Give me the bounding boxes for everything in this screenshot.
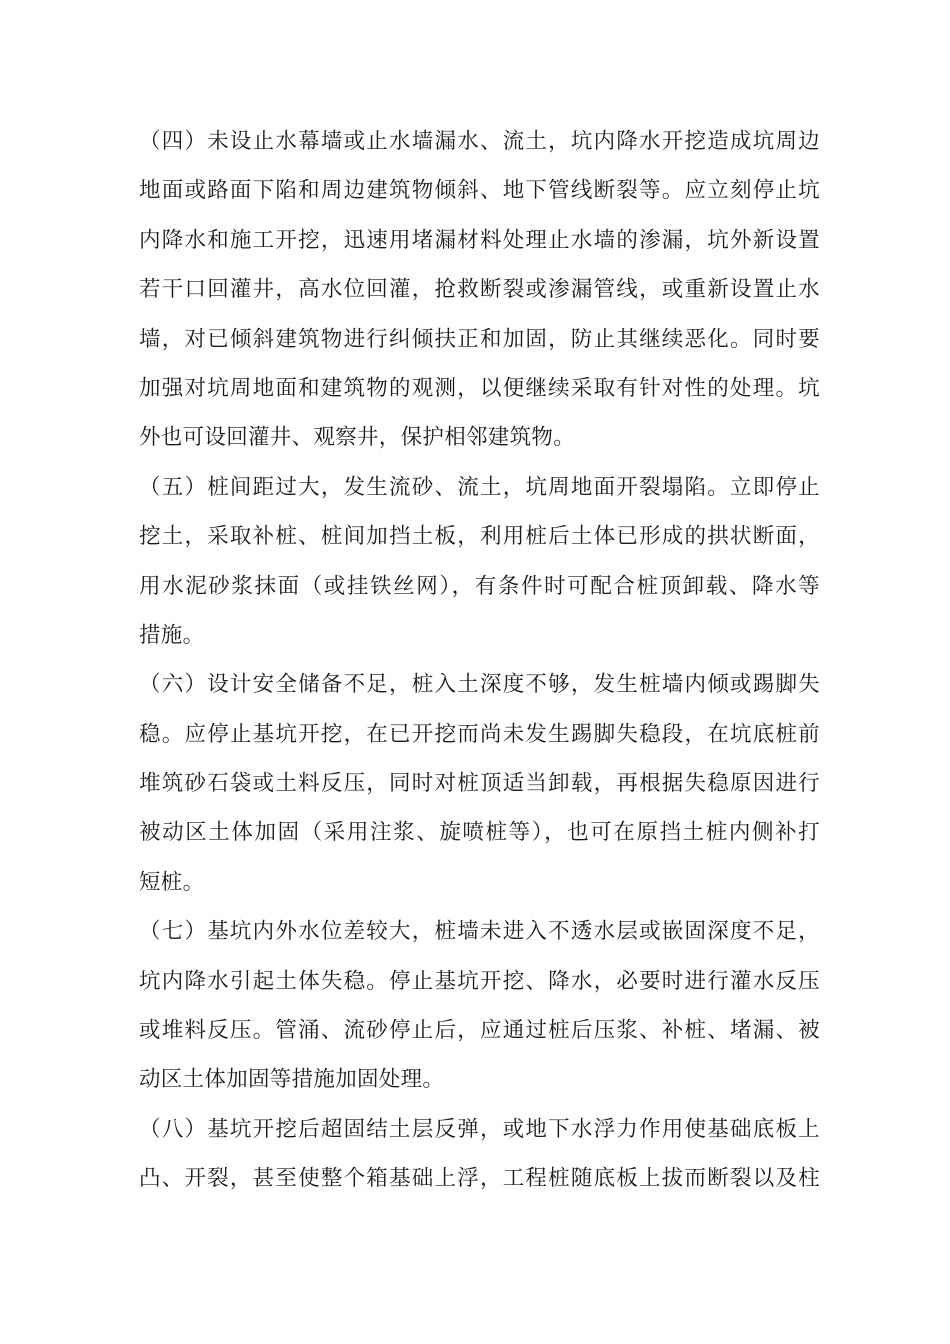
text-line: （四）未设止水幕墙或止水墙漏水、流土，坑内降水开挖造成坑周边 <box>139 129 820 154</box>
paragraph-5 <box>139 463 820 661</box>
text-line: 措施。 <box>139 622 205 648</box>
text-line: 堆筑砂石袋或土料反压，同时对桩顶适当卸载，再根据失稳原因进行 <box>139 771 820 797</box>
text-line: 凸、开裂，甚至使整个箱基础上浮，工程桩随底板上拔而断裂以及柱 <box>139 1166 820 1192</box>
paragraph-7 <box>139 907 820 1105</box>
text-line: （八）基坑开挖后超固结土层反弹，或地下水浮力作用使基础底板上 <box>139 1116 820 1142</box>
text-line: 稳。应停止基坑开挖，在已开挖而尚未发生踢脚失稳段，在坑底桩前 <box>139 721 820 747</box>
text-line: （七）基坑内外水位差较大，桩墙未进入不透水层或嵌固深度不足， <box>139 919 820 945</box>
text-line: 墙，对已倾斜建筑物进行纠倾扶正和加固，防止其继续恶化。同时要 <box>139 326 820 352</box>
paragraph-4 <box>139 117 820 463</box>
text-line: 内降水和施工开挖，迅速用堵漏材料处理止水墙的渗漏，坑外新设置 <box>139 227 820 253</box>
text-line: 用水泥砂浆抹面（或挂铁丝网），有条件时可配合桩顶卸载、降水等 <box>139 573 820 599</box>
text-line: 动区土体加固等措施加固处理。 <box>139 1067 445 1093</box>
paragraph-8 <box>139 1105 820 1204</box>
text-line: 加强对坑周地面和建筑物的观测，以便继续采取有针对性的处理。坑 <box>139 375 820 401</box>
text-line: 短桩。 <box>139 869 205 895</box>
text-line: 被动区土体加固（采用注浆、旋喷桩等），也可在原挡土桩内侧补打 <box>139 820 820 846</box>
paragraph-6 <box>139 660 820 907</box>
text-line: 挖土，采取补桩、桩间加挡土板，利用桩后土体已形成的拱状断面， <box>139 524 820 550</box>
text-line: 外也可设回灌井、观察井，保护相邻建筑物。 <box>139 425 576 451</box>
text-line: （五）桩间距过大，发生流砂、流土，坑周地面开裂塌陷。立即停止 <box>139 474 820 500</box>
text-line: （六）设计安全储备不足，桩入土深度不够，发生桩墙内倾或踢脚失 <box>139 672 820 698</box>
text-line: 或堆料反压。管涌、流砂停止后，应通过桩后压浆、补桩、堵漏、被 <box>139 1018 820 1044</box>
text-line: 坑内降水引起土体失稳。停止基坑开挖、降水，必要时进行灌水反压 <box>139 968 820 994</box>
text-line: 地面或路面下陷和周边建筑物倾斜、地下管线断裂等。应立刻停止坑 <box>139 178 820 204</box>
document-body <box>139 117 820 1204</box>
text-line: 若干口回灌井，高水位回灌，抢救断裂或渗漏管线，或重新设置止水 <box>139 277 820 303</box>
